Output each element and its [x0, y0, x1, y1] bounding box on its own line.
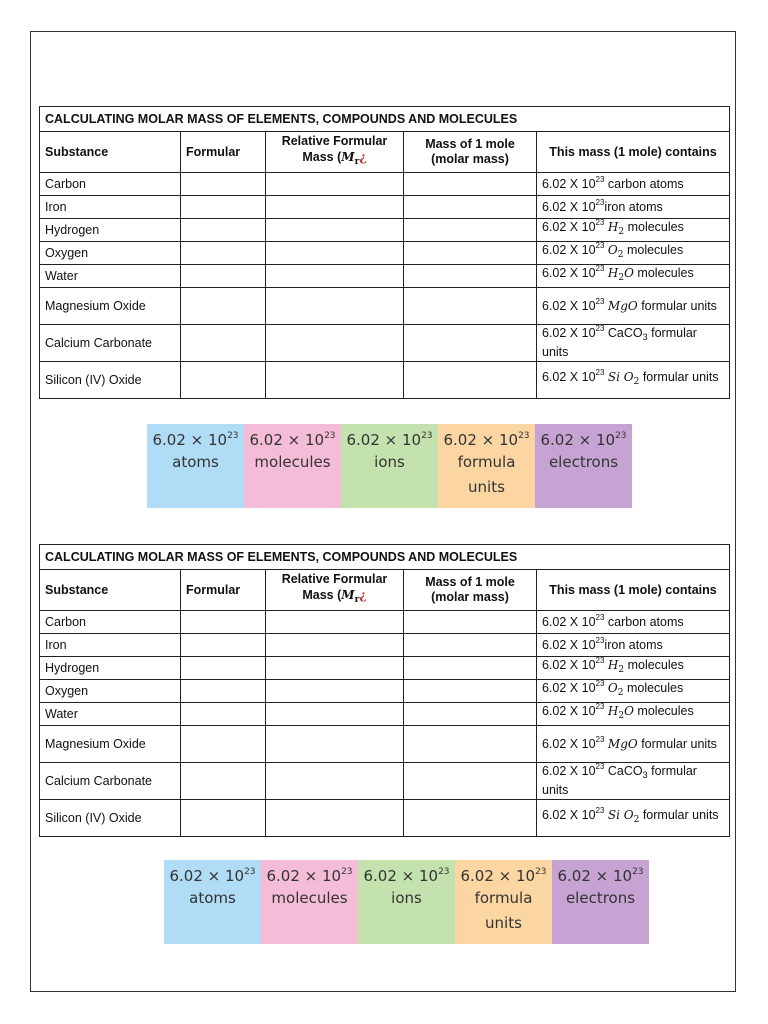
card-label: electrons [548, 453, 619, 471]
cell-formular-input[interactable] [181, 196, 266, 219]
card-number [164, 866, 261, 886]
formula-subscript: 2 [633, 815, 640, 825]
contains-formula [608, 764, 648, 778]
contains-prefix: 6.02 X 10 [542, 637, 596, 652]
card-number [455, 866, 552, 886]
contains-prefix: 6.02 X 10 [542, 764, 596, 778]
header-substance: Substance [40, 132, 181, 173]
contains-formula [608, 737, 638, 751]
card-number-exponent: 23 [632, 867, 644, 877]
card-number-base: 6.02 × 10 [346, 431, 422, 449]
card-number-base: 6.02 × 10 [460, 867, 536, 885]
header-formular: Formular [181, 570, 266, 611]
card-label: ions [374, 453, 405, 471]
avogadro-card [147, 424, 244, 508]
contains-suffix: molecules [624, 220, 684, 234]
contains-suffix: iron atoms [604, 199, 663, 214]
formula-main: H [607, 704, 619, 718]
table-title: CALCULATING MOLAR MASS OF ELEMENTS, COMPOUNDS AND MOLECULES [40, 107, 730, 132]
contains-exponent: 23 [595, 612, 605, 622]
cell-relative-mass-input[interactable] [266, 362, 404, 399]
rfm-glyph: ¿ [359, 587, 367, 602]
card-label: atoms [189, 889, 236, 907]
formula-subscript: 2 [618, 665, 625, 675]
contains-prefix: 6.02 X 10 [542, 614, 596, 629]
card-number-base: 6.02 × 10 [443, 431, 519, 449]
cell-substance: Hydrogen [40, 657, 181, 680]
cell-formular-input[interactable] [181, 362, 266, 399]
cell-formular-input[interactable] [181, 634, 266, 657]
card-number-base: 6.02 × 10 [363, 867, 439, 885]
contains-exponent: 23 [595, 734, 605, 744]
card-number [552, 866, 649, 886]
card-number-exponent: 23 [421, 431, 433, 441]
table-row [40, 325, 730, 362]
rfm-symbol-m: M [341, 588, 355, 602]
card-number-exponent: 23 [615, 431, 627, 441]
contains-exponent: 23 [595, 174, 605, 184]
avogadro-card [455, 860, 552, 944]
cell-contains [537, 763, 730, 800]
contains-suffix: formular units [542, 326, 697, 359]
contains-prefix: 6.02 X 10 [542, 658, 596, 672]
cell-substance: Magnesium Oxide [40, 726, 181, 763]
cell-contains [537, 657, 730, 680]
cell-relative-mass-input[interactable] [266, 634, 404, 657]
rfm-label: Relative Formular Mass ( [281, 572, 388, 602]
cell-molar-mass-input[interactable] [404, 800, 537, 837]
contains-exponent: 23 [595, 806, 605, 815]
cell-molar-mass-input[interactable] [404, 288, 537, 325]
avogadro-card [244, 424, 341, 508]
contains-exponent: 23 [595, 264, 605, 273]
formula-main: O [607, 681, 618, 695]
contains-suffix: molecules [633, 704, 694, 718]
table-row [40, 800, 730, 837]
cell-relative-mass-input[interactable] [266, 611, 404, 634]
cell-substance: Carbon [40, 173, 181, 196]
cell-relative-mass-input[interactable] [266, 288, 404, 325]
cell-molar-mass-input[interactable] [404, 680, 537, 703]
card-number-base: 6.02 × 10 [540, 431, 616, 449]
header-substance: Substance [40, 570, 181, 611]
card-number-exponent: 23 [244, 867, 256, 877]
cell-relative-mass-input[interactable] [266, 219, 404, 242]
contains-suffix: carbon atoms [604, 176, 684, 191]
formula-subscript: 2 [618, 711, 625, 721]
contains-prefix: 6.02 X 10 [542, 220, 596, 234]
card-label: atoms [172, 453, 219, 471]
avogadro-card [535, 424, 632, 508]
cell-formular-input[interactable] [181, 611, 266, 634]
card-number [438, 430, 535, 450]
contains-suffix: molecules [624, 658, 684, 672]
card-number-exponent: 23 [341, 867, 353, 877]
cell-substance: Iron [40, 196, 181, 219]
table-row [40, 657, 730, 680]
avogadro-card [341, 424, 438, 508]
cell-substance: Hydrogen [40, 219, 181, 242]
cell-contains [537, 611, 730, 634]
rfm-symbol [341, 588, 360, 605]
cell-molar-mass-input[interactable] [404, 196, 537, 219]
cell-contains [537, 288, 730, 325]
cell-molar-mass-input[interactable] [404, 325, 537, 362]
cell-contains [537, 265, 730, 288]
table-header-row [40, 132, 730, 173]
rfm-symbol-subscript: r [354, 595, 360, 605]
card-number-base: 6.02 × 10 [152, 431, 228, 449]
avogadro-card [164, 860, 261, 944]
rfm-glyph: ¿ [359, 149, 367, 164]
header-contains: This mass (1 mole) contains [537, 132, 730, 173]
contains-suffix: molecules [633, 266, 694, 280]
contains-suffix: formular units [637, 298, 717, 313]
rfm-symbol-m: M [341, 150, 355, 164]
cell-substance: Magnesium Oxide [40, 288, 181, 325]
header-contains: This mass (1 mole) contains [537, 570, 730, 611]
cell-molar-mass-input[interactable] [404, 634, 537, 657]
formula-main: H [607, 658, 619, 672]
contains-prefix: 6.02 X 10 [542, 681, 596, 695]
table-row [40, 288, 730, 325]
cell-formular-input[interactable] [181, 325, 266, 362]
cell-contains [537, 726, 730, 763]
avogadro-card [358, 860, 455, 944]
table-row [40, 680, 730, 703]
cell-substance: Calcium Carbonate [40, 325, 181, 362]
formula-main: MgO [607, 736, 638, 751]
cell-relative-mass-input[interactable] [266, 242, 404, 265]
header-formular: Formular [181, 132, 266, 173]
card-label: molecules [271, 889, 348, 907]
table-header-row [40, 570, 730, 611]
card-number-base: 6.02 × 10 [249, 431, 325, 449]
contains-prefix: 6.02 X 10 [542, 736, 596, 751]
cell-molar-mass-input[interactable] [404, 362, 537, 399]
cell-relative-mass-input[interactable] [266, 763, 404, 800]
cell-molar-mass-input[interactable] [404, 763, 537, 800]
table-row [40, 726, 730, 763]
table-row [40, 265, 730, 288]
contains-prefix: 6.02 X 10 [542, 199, 596, 214]
table-row [40, 634, 730, 657]
cell-substance: Water [40, 703, 181, 726]
contains-exponent: 23 [595, 368, 605, 377]
formula-subscript: 3 [642, 332, 648, 342]
contains-exponent: 23 [595, 296, 605, 306]
cell-molar-mass-input[interactable] [404, 657, 537, 680]
table-title-row [40, 107, 730, 132]
cell-molar-mass-input[interactable] [404, 173, 537, 196]
avogadro-cards-strip-2 [164, 860, 649, 944]
cell-relative-mass-input[interactable] [266, 196, 404, 219]
formula-subscript: 2 [617, 688, 624, 698]
contains-prefix: 6.02 X 10 [542, 808, 596, 822]
contains-formula [607, 370, 640, 387]
contains-prefix: 6.02 X 10 [542, 370, 596, 384]
cell-formular-input[interactable] [181, 680, 266, 703]
card-label: electrons [565, 889, 636, 907]
avogadro-cards-strip-1 [147, 424, 632, 508]
card-number-exponent: 23 [324, 431, 336, 441]
card-number [535, 430, 632, 450]
contains-prefix: 6.02 X 10 [542, 243, 596, 257]
formula-subscript: 2 [633, 377, 640, 387]
cell-substance: Water [40, 265, 181, 288]
card-number-base: 6.02 × 10 [266, 867, 342, 885]
contains-suffix: formular units [639, 370, 719, 384]
cell-contains [537, 362, 730, 399]
molar-mass-table-2 [39, 544, 730, 837]
formula-subscript: 2 [618, 227, 625, 237]
contains-exponent: 23 [595, 218, 605, 227]
formula-main: O [607, 243, 618, 257]
contains-exponent: 23 [595, 241, 605, 250]
cell-contains [537, 703, 730, 726]
cell-formular-input[interactable] [181, 800, 266, 837]
cell-substance: Calcium Carbonate [40, 763, 181, 800]
formula-main: CaCO [607, 326, 643, 340]
cell-formular-input[interactable] [181, 703, 266, 726]
rfm-symbol [341, 150, 360, 167]
avogadro-card [438, 424, 535, 508]
card-label: formula units [457, 453, 516, 496]
table-row [40, 242, 730, 265]
rfm-label: Relative Formular Mass ( [281, 134, 388, 164]
card-label: ions [391, 889, 422, 907]
formula-main: H [607, 266, 619, 280]
cell-formular-input[interactable] [181, 657, 266, 680]
cell-contains [537, 242, 730, 265]
contains-exponent: 23 [595, 702, 605, 711]
card-number-base: 6.02 × 10 [169, 867, 245, 885]
contains-exponent: 23 [595, 197, 605, 207]
contains-prefix: 6.02 X 10 [542, 704, 596, 718]
contains-prefix: 6.02 X 10 [542, 326, 596, 340]
cell-formular-input[interactable] [181, 726, 266, 763]
cell-molar-mass-input[interactable] [404, 611, 537, 634]
cell-substance: Oxygen [40, 242, 181, 265]
formula-tail: O [624, 266, 634, 280]
table-title-row [40, 545, 730, 570]
cell-relative-mass-input[interactable] [266, 173, 404, 196]
card-number [341, 430, 438, 450]
cell-relative-mass-input[interactable] [266, 800, 404, 837]
cell-formular-input[interactable] [181, 173, 266, 196]
cell-molar-mass-input[interactable] [404, 219, 537, 242]
cell-formular-input[interactable] [181, 288, 266, 325]
contains-prefix: 6.02 X 10 [542, 266, 596, 280]
cell-substance: Iron [40, 634, 181, 657]
contains-formula [607, 658, 625, 675]
table-title: CALCULATING MOLAR MASS OF ELEMENTS, COMPOUNDS AND MOLECULES [40, 545, 730, 570]
contains-suffix: formular units [639, 808, 719, 822]
table-row [40, 703, 730, 726]
cell-substance: Silicon (IV) Oxide [40, 362, 181, 399]
cell-molar-mass-input[interactable] [404, 726, 537, 763]
card-number-base: 6.02 × 10 [557, 867, 633, 885]
card-number [244, 430, 341, 450]
card-number [261, 866, 358, 886]
cell-molar-mass-input[interactable] [404, 703, 537, 726]
contains-formula [607, 243, 624, 260]
card-number-exponent: 23 [535, 867, 547, 877]
formula-main: CaCO [607, 764, 643, 778]
avogadro-card [261, 860, 358, 944]
cell-substance: Oxygen [40, 680, 181, 703]
contains-formula [607, 681, 624, 698]
contains-exponent: 23 [595, 324, 605, 333]
contains-exponent: 23 [595, 679, 605, 688]
cell-relative-mass-input[interactable] [266, 265, 404, 288]
formula-main: Si O [607, 808, 634, 822]
contains-formula [607, 808, 640, 825]
header-mass-one-mole: Mass of 1 mole (molar mass) [404, 132, 537, 173]
table-row [40, 362, 730, 399]
cell-contains [537, 325, 730, 362]
cell-contains [537, 800, 730, 837]
cell-molar-mass-input[interactable] [404, 242, 537, 265]
avogadro-card [552, 860, 649, 944]
header-relative-formular-mass [266, 570, 404, 611]
contains-formula [607, 220, 625, 237]
cell-contains [537, 680, 730, 703]
formula-tail: O [624, 704, 634, 718]
cell-relative-mass-input[interactable] [266, 726, 404, 763]
cell-relative-mass-input[interactable] [266, 325, 404, 362]
formula-subscript: 2 [618, 273, 625, 283]
formula-subscript: 3 [642, 770, 648, 780]
contains-prefix: 6.02 X 10 [542, 298, 596, 313]
rfm-symbol-subscript: r [354, 157, 360, 167]
cell-formular-input[interactable] [181, 265, 266, 288]
contains-suffix: iron atoms [604, 637, 663, 652]
cell-substance: Carbon [40, 611, 181, 634]
header-relative-formular-mass [266, 132, 404, 173]
formula-main: Si O [607, 370, 634, 384]
cell-contains [537, 634, 730, 657]
contains-exponent: 23 [595, 762, 605, 771]
cell-substance: Silicon (IV) Oxide [40, 800, 181, 837]
contains-suffix: formular units [637, 736, 717, 751]
contains-exponent: 23 [595, 656, 605, 665]
contains-suffix: molecules [623, 243, 684, 257]
table-row [40, 173, 730, 196]
contains-suffix: carbon atoms [604, 614, 684, 629]
contains-suffix: molecules [623, 681, 684, 695]
card-number [147, 430, 244, 450]
header-mass-one-mole: Mass of 1 mole (molar mass) [404, 570, 537, 611]
cell-relative-mass-input[interactable] [266, 657, 404, 680]
cell-relative-mass-input[interactable] [266, 680, 404, 703]
cell-contains [537, 196, 730, 219]
cell-formular-input[interactable] [181, 763, 266, 800]
cell-contains [537, 173, 730, 196]
molar-mass-table-1 [39, 106, 730, 399]
card-number [358, 866, 455, 886]
formula-main: MgO [607, 298, 638, 313]
cell-contains [537, 219, 730, 242]
table-row [40, 763, 730, 800]
table-row [40, 219, 730, 242]
cell-relative-mass-input[interactable] [266, 703, 404, 726]
formula-subscript: 2 [617, 250, 624, 260]
table-row [40, 611, 730, 634]
cell-formular-input[interactable] [181, 219, 266, 242]
formula-main: H [607, 220, 619, 234]
contains-formula [607, 704, 634, 721]
card-number-exponent: 23 [227, 431, 239, 441]
card-number-exponent: 23 [438, 867, 450, 877]
table-row [40, 196, 730, 219]
card-label: formula units [474, 889, 533, 932]
cell-formular-input[interactable] [181, 242, 266, 265]
card-number-exponent: 23 [518, 431, 530, 441]
contains-exponent: 23 [595, 635, 605, 645]
card-label: molecules [254, 453, 331, 471]
contains-formula [608, 326, 648, 340]
contains-formula [608, 299, 638, 313]
cell-molar-mass-input[interactable] [404, 265, 537, 288]
contains-formula [607, 266, 634, 283]
contains-suffix: formular units [542, 764, 697, 797]
contains-prefix: 6.02 X 10 [542, 176, 596, 191]
